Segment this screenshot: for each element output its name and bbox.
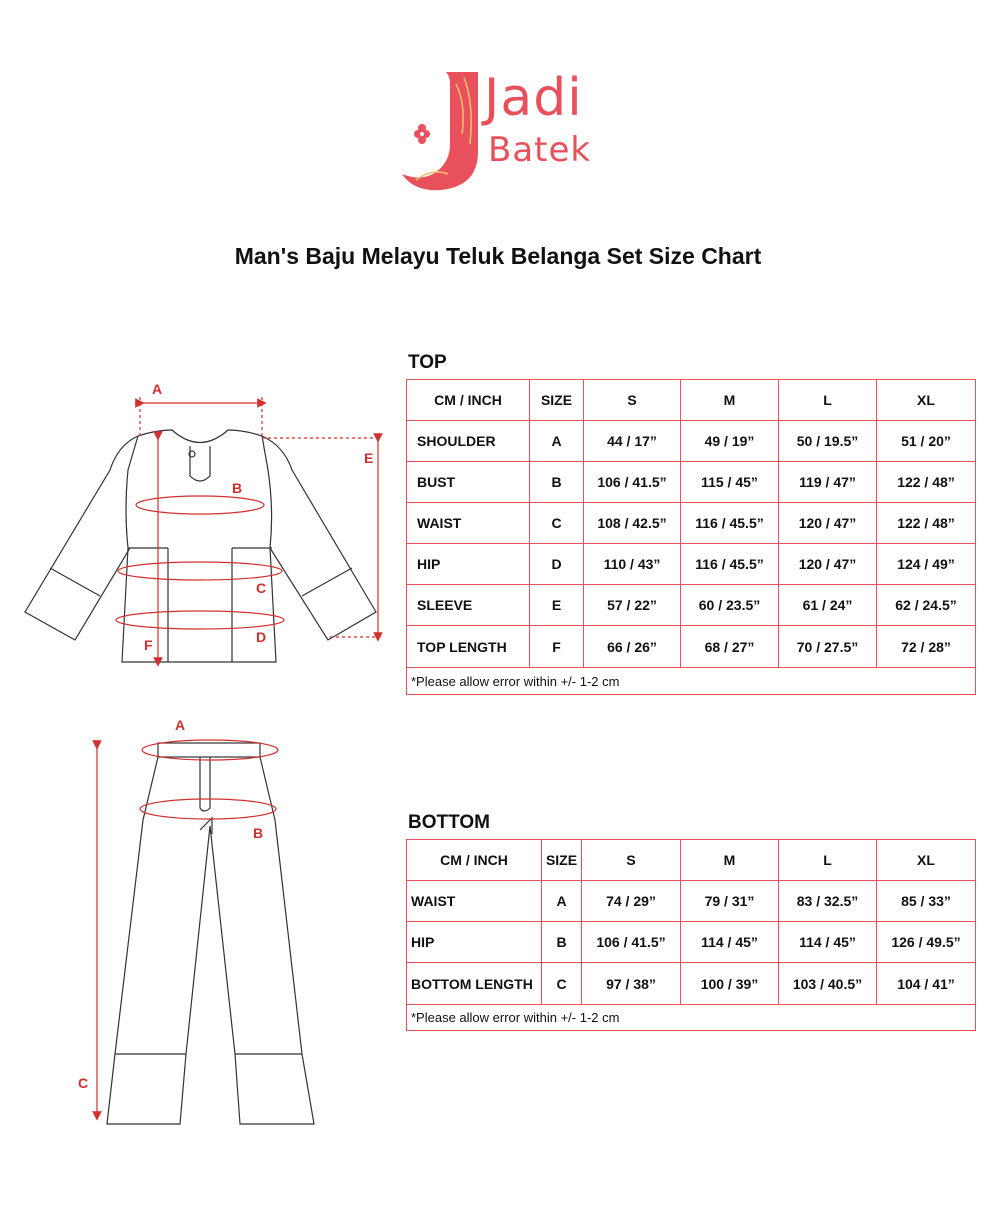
table-cell: 116 / 45.5” (681, 503, 779, 544)
table-cell: 70 / 27.5” (779, 626, 877, 668)
size-code: D (530, 544, 584, 585)
table-cell: 49 / 19” (681, 421, 779, 462)
table-cell: 120 / 47” (779, 503, 877, 544)
header-cell: SIZE (530, 380, 584, 421)
table-row (407, 881, 976, 922)
pants-outline (107, 743, 314, 1124)
size-code: B (530, 462, 584, 503)
measurement-guides (97, 740, 278, 1116)
measurement-label: SHOULDER (407, 421, 530, 462)
measure-label-b: B (253, 825, 264, 841)
table-cell: 108 / 42.5” (584, 503, 681, 544)
header-cell: M (681, 380, 779, 421)
bottom-size-table (406, 839, 976, 1031)
brand-logo (396, 64, 606, 194)
table-cell: 119 / 47” (779, 462, 877, 503)
measurement-label: TOP LENGTH (407, 626, 530, 668)
header-cell: S (582, 840, 681, 881)
measurement-label: BOTTOM LENGTH (407, 963, 542, 1005)
table-row (407, 963, 976, 1005)
brand-name-line2: Batek (488, 130, 592, 170)
table-cell: 104 / 41” (877, 963, 976, 1005)
table-note-row (407, 1005, 976, 1031)
size-code: B (542, 922, 582, 963)
header-cell: L (779, 380, 877, 421)
measure-label-d: D (256, 629, 267, 645)
table-row (407, 585, 976, 626)
page-title: Man's Baju Melayu Teluk Belanga Set Size Chart (234, 243, 762, 269)
table-cell: 120 / 47” (779, 544, 877, 585)
measure-label-a: A (175, 717, 186, 733)
measure-label-c: C (78, 1075, 89, 1091)
error-note: *Please allow error within +/- 1-2 cm (407, 668, 976, 695)
bottom-garment-diagram (0, 710, 330, 1140)
measurement-label: WAIST (407, 503, 530, 544)
table-cell: 97 / 38” (582, 963, 681, 1005)
measure-label-b: B (232, 480, 243, 496)
table-cell: 85 / 33” (877, 881, 976, 922)
header-cell: S (584, 380, 681, 421)
bottom-section-heading: BOTTOM (408, 812, 490, 833)
measurement-label: HIP (407, 922, 542, 963)
shirt-outline (25, 430, 376, 662)
table-row (407, 922, 976, 963)
measure-label-f: F (144, 637, 153, 653)
table-cell: 83 / 32.5” (779, 881, 877, 922)
measurement-label: HIP (407, 544, 530, 585)
table-cell: 103 / 40.5” (779, 963, 877, 1005)
table-cell: 114 / 45” (681, 922, 779, 963)
table-cell: 50 / 19.5” (779, 421, 877, 462)
table-row (407, 544, 976, 585)
table-cell: 57 / 22” (584, 585, 681, 626)
size-code: A (542, 881, 582, 922)
header-cell: M (681, 840, 779, 881)
table-cell: 72 / 28” (877, 626, 976, 668)
table-cell: 61 / 24” (779, 585, 877, 626)
table-row (407, 421, 976, 462)
header-cell: SIZE (542, 840, 582, 881)
table-header-row (407, 380, 976, 421)
size-code: C (530, 503, 584, 544)
table-cell: 106 / 41.5” (584, 462, 681, 503)
measure-label-a: A (152, 381, 163, 397)
measure-label-e: E (364, 450, 374, 466)
brand-name-line1: Jadi (484, 68, 583, 128)
top-section-heading: TOP (408, 352, 447, 373)
size-code: C (542, 963, 582, 1005)
table-cell: 122 / 48” (877, 462, 976, 503)
brand-logo-mark (396, 64, 486, 194)
table-cell: 66 / 26” (584, 626, 681, 668)
table-row (407, 462, 976, 503)
table-cell: 100 / 39” (681, 963, 779, 1005)
table-cell: 124 / 49” (877, 544, 976, 585)
table-cell: 51 / 20” (877, 421, 976, 462)
table-cell: 106 / 41.5” (582, 922, 681, 963)
size-code: F (530, 626, 584, 668)
measurement-label: WAIST (407, 881, 542, 922)
measurement-label: SLEEVE (407, 585, 530, 626)
table-cell: 79 / 31” (681, 881, 779, 922)
measurement-label: BUST (407, 462, 530, 503)
table-cell: 74 / 29” (582, 881, 681, 922)
header-cell: CM / INCH (407, 380, 530, 421)
table-cell: 126 / 49.5” (877, 922, 976, 963)
table-cell: 60 / 23.5” (681, 585, 779, 626)
measure-label-c: C (256, 580, 267, 596)
header-cell: XL (877, 840, 976, 881)
top-size-table (406, 379, 976, 695)
table-cell: 68 / 27” (681, 626, 779, 668)
table-cell: 116 / 45.5” (681, 544, 779, 585)
table-cell: 62 / 24.5” (877, 585, 976, 626)
top-garment-diagram (0, 370, 400, 680)
measurement-guides (116, 397, 378, 662)
table-cell: 122 / 48” (877, 503, 976, 544)
table-row (407, 626, 976, 668)
header-cell: CM / INCH (407, 840, 542, 881)
table-cell: 115 / 45” (681, 462, 779, 503)
table-cell: 44 / 17” (584, 421, 681, 462)
size-code: A (530, 421, 584, 462)
header-cell: XL (877, 380, 976, 421)
header-cell: L (779, 840, 877, 881)
table-header-row (407, 840, 976, 881)
table-note-row (407, 668, 976, 695)
size-code: E (530, 585, 584, 626)
table-cell: 110 / 43” (584, 544, 681, 585)
table-cell: 114 / 45” (779, 922, 877, 963)
table-row (407, 503, 976, 544)
error-note: *Please allow error within +/- 1-2 cm (407, 1005, 976, 1031)
